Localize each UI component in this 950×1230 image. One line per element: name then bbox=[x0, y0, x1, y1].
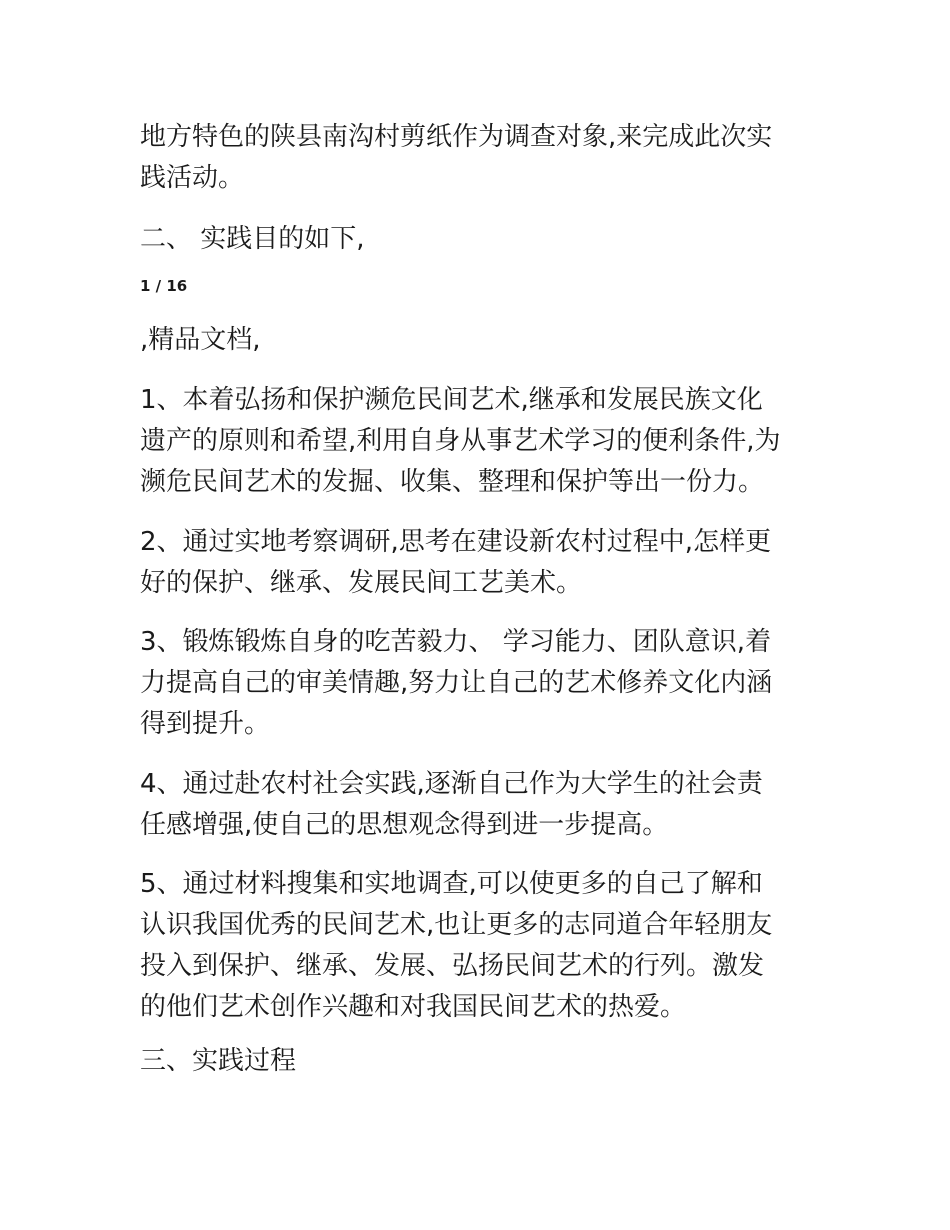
text-line: 力提高自己的审美情趣,努力让自己的艺术修养文化内涵 bbox=[140, 668, 773, 698]
text-line: 得到提升。 bbox=[140, 709, 271, 739]
paragraph-item-3 bbox=[140, 622, 820, 745]
text-line: 二、 实践目的如下, bbox=[140, 224, 365, 254]
text-line: ,精品文档, bbox=[140, 325, 261, 355]
paragraph-item-2 bbox=[140, 522, 820, 604]
text-line: 4、通过赴农村社会实践,逐渐自己作为大学生的社会责 bbox=[140, 769, 763, 799]
text-line: 1、本着弘扬和保护濒危民间艺术,继承和发展民族文化 bbox=[140, 385, 763, 415]
text-line: 濒危民间艺术的发掘、收集、整理和保护等出一份力。 bbox=[140, 467, 765, 497]
text-line: 5、通过材料搜集和实地调查,可以使更多的自己了解和 bbox=[140, 869, 763, 899]
text-line: 的他们艺术创作兴趣和对我国民间艺术的热爱。 bbox=[140, 992, 687, 1022]
paragraph-intro bbox=[140, 117, 820, 199]
header-fragment bbox=[140, 320, 820, 361]
text-line: 地方特色的陕县南沟村剪纸作为调查对象,来完成此次实 bbox=[140, 122, 773, 152]
page-number: 1 / 16 bbox=[140, 277, 188, 295]
text-line: 认识我国优秀的民间艺术,也让更多的志同道合年轻朋友 bbox=[140, 910, 773, 940]
text-line: 遗产的原则和希望,利用自身从事艺术学习的便利条件,为 bbox=[140, 426, 781, 456]
text-line: 任感增强,使自己的思想观念得到进一步提高。 bbox=[140, 810, 669, 840]
text-line: 践活动。 bbox=[140, 163, 245, 193]
paragraph-item-4 bbox=[140, 764, 820, 846]
text-line: 2、通过实地考察调研,思考在建设新农村过程中,怎样更 bbox=[140, 527, 772, 557]
text-line: 投入到保护、继承、发展、弘扬民间艺术的行列。激发 bbox=[140, 951, 765, 981]
paragraph-item-5 bbox=[140, 864, 820, 1028]
text-line: 3、锻炼锻炼自身的吃苦毅力、 学习能力、团队意识,着 bbox=[140, 627, 772, 657]
section-heading-purpose bbox=[140, 219, 820, 260]
section-heading-process bbox=[140, 1041, 820, 1082]
paragraph-item-1 bbox=[140, 380, 820, 503]
text-line: 三、实践过程 bbox=[140, 1046, 297, 1076]
text-line: 好的保护、继承、发展民间工艺美术。 bbox=[140, 568, 583, 598]
